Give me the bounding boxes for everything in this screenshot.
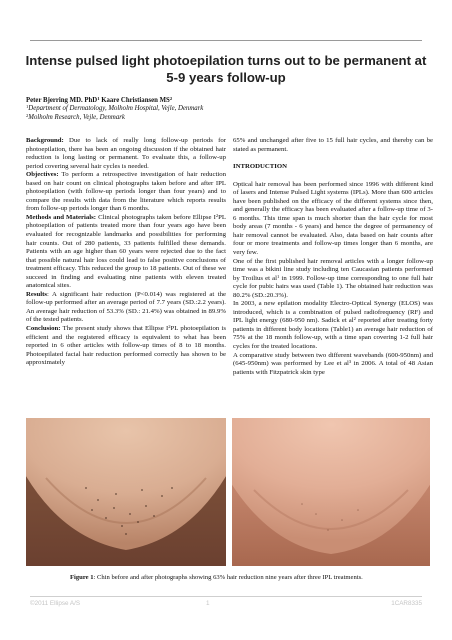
before-photo: [26, 418, 226, 566]
methods-text-b: PL photoepilation of patients treated more than four years ago have been evaluated for recognizable landmarks and possibilities for performing hair counts. Out of 280 patients, 33 patients fulfilled these demands. Patients with an age higher than 60 years were rejected due to the fact that possible natural hair loss could lead to false positive conclusions of treatment efficacy. This reduced the group to 18 patients. Out of these we succeed in finding and evaluating nine patients with eleven treated anatomical sites.: [26, 213, 227, 290]
intro-p2-text-a: One of the first published hair removal articles with a longer follow-up time was a bikini line study including ten Caucasian patients performed by Troilius et al: [233, 257, 433, 282]
intro-p3-sup: 2: [353, 316, 356, 322]
abstract-methods: [26, 214, 226, 291]
conclusion-text-a: The present study shows that Ellipse I: [60, 325, 169, 333]
conclusion-sup: 2: [168, 324, 171, 330]
background-text: Due to lack of really long follow-up periods for photoepilation, there has been an ongoing discussion if the obtained hair reduction is long lasting or permanent. To evaluate this, a follow-up period covering several hair cycles is needed.: [26, 137, 226, 170]
abstract-background: [26, 137, 226, 171]
intro-paragraph-2: [233, 258, 433, 301]
document-code: 1CAR8335: [391, 600, 422, 607]
caption-label: Figure 1: [70, 574, 94, 581]
author-2: Kaare Christiansen MS: [99, 97, 170, 104]
intro-p3-text-b: reported after treating forty patients in different body locations (Table1) an average hair reduction of 75% at the 18 month follow-up, with a time span covering 1-2 full hair cycles for the treated locations.: [233, 317, 433, 351]
methods-sup: 2: [215, 212, 219, 218]
before-photo-image: [26, 418, 226, 566]
affiliation-2-sup: 2: [26, 112, 29, 118]
intro-paragraph-1: Optical hair removal has been performed since 1996 with different kind of lasers and Intense Pulsed Light systems (IPLs). More than 600 articles have been published on the efficacy of the different systems since then, and generally the efficacy has been evaluated after a follow-up time of 3-6 months. This time span is much shorter than the hair cycle for most body areas (7 months - 6 years) and hence the degree of permanency of hair removal cannot be evaluated. Also, data based on hair counts after four or more treatments and follow-up times longer than 6 months, are very few.: [233, 180, 433, 257]
intro-p2-sup: 1: [277, 273, 280, 279]
affiliation-2-text: Molholm Research, Vejle, Denmark: [28, 113, 125, 121]
intro-p4-text-b: in 2006. A total of 48 Asian patients with Fitzpatrick skin type: [233, 360, 433, 376]
footer-copyright: ©2011 Ellipse A/S: [30, 600, 81, 607]
after-photo-image: [232, 418, 430, 566]
abstract-results: [26, 291, 226, 325]
header-rule: [30, 40, 422, 41]
intro-paragraph-4: [233, 352, 433, 378]
abstract-objectives: [26, 171, 226, 214]
abstract-continuation: 65% and unchanged after five to 15 full hair cycles, and thereby can be stated as permanent.: [233, 137, 433, 153]
conclusion-label: Conclusion:: [26, 325, 61, 333]
methods-label: Methods and Materials:: [26, 213, 97, 221]
results-text: : A significant hair reduction (P<0.014) was registered at the follow-up performed after an average period of 7.7 years (SD.:2.2 years). An average hair reduction of 53.3% (SD.: 21.4%) was obtained in 89.9% of the tested patients.: [26, 290, 226, 324]
caption-text: : Chin before and after photographs showing 63% hair reduction nine years after three IPL treatments.: [93, 574, 363, 581]
background-label: Background:: [26, 137, 64, 144]
abstract-conclusion: [26, 325, 226, 368]
authors-block: [26, 97, 426, 122]
introduction-heading: INTRODUCTION: [233, 163, 288, 171]
after-photo: [232, 418, 430, 566]
intro-p2-text-b: in 1999. Follow-up time corresponding to one full hair cycle for pubic hairs was used (Table 1). The obtained hair reduction was 80.2% (SD.:20.3%).: [233, 274, 433, 299]
affiliation-1: [26, 105, 426, 113]
intro-paragraph-3: [233, 300, 433, 351]
paper-title: Intense pulsed light photoepilation turns out to be permanent at 5-9 years follow-up: [25, 53, 427, 85]
abstract-column: [26, 137, 226, 368]
intro-p4-sup: 3: [348, 359, 352, 365]
author-2-sup: 2: [169, 96, 173, 101]
objectives-label: Objectives:: [26, 171, 59, 179]
affiliation-2: [26, 114, 426, 122]
figure-caption: [70, 574, 363, 582]
footer-rule: [30, 596, 422, 597]
methods-text-a: Clinical photographs taken before Ellipse I: [96, 213, 216, 221]
intro-p3-text-a: In 2003, a new epilation modality Electro-Optical Synergy (ELOS) was introduced, which is a combination of pulsed radiofrequency (RF) and IPL light energy (680-950 nm). Sadick et al: [233, 300, 433, 325]
affiliation-1-sup: 1: [26, 104, 29, 110]
intro-column: [233, 137, 433, 377]
objectives-text: To perform a retrospective investigation of hair reduction based on hair count on clinical photographs taken before and after IPL photoepilation (with follow-up periods longer than four years) and to compare the results with data from the literature which reports results from follow-up periods longer than 6 months.: [26, 171, 226, 213]
page-number: 1: [206, 600, 210, 607]
author-1-sup: 1: [97, 96, 100, 101]
author-1: Peter Bjerring MD. PhD: [26, 97, 98, 104]
affiliation-1-text: Department of Dermatology, Molholm Hospital, Vejle, Denmark: [28, 105, 204, 113]
intro-p4-text-a: A comparative study between two different wavebands (600-950nm) and (645-950nm) was performed by Lee et al: [233, 351, 433, 368]
results-label: Results: [26, 290, 48, 298]
conclusion-text-b: PL photoepilation is efficient and the registered efficacy is equivalent to what has been reported in 6 other articles with follow-up times of 8 to 18 months. Photoepilated facial hair reduction performed correctly has shown to be approximately: [26, 325, 226, 367]
